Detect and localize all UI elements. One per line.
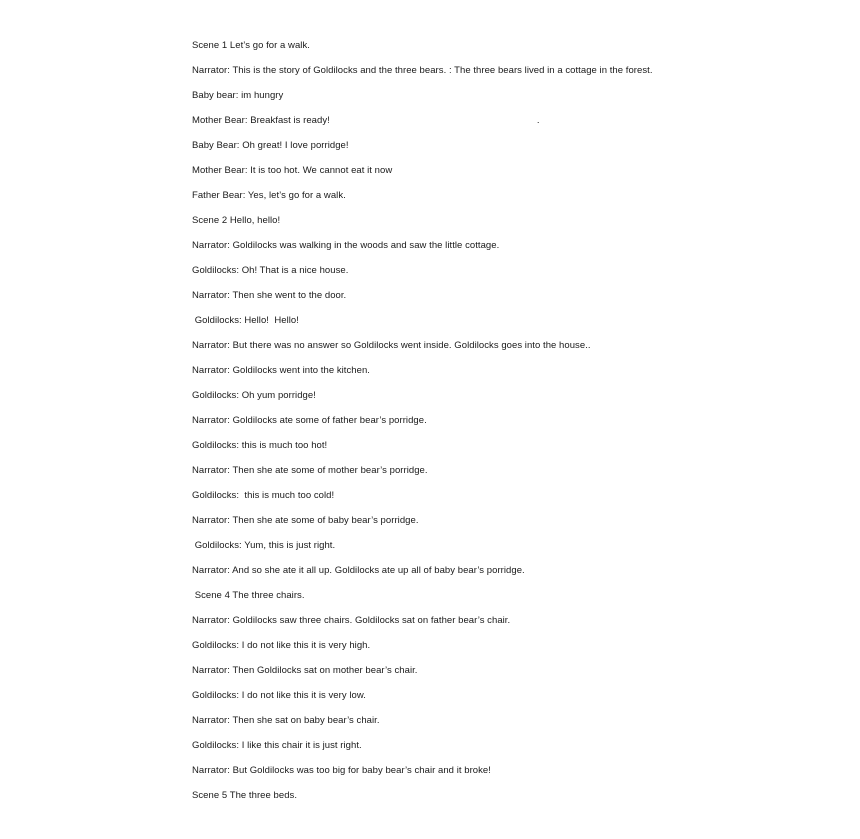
script-line: Narrator: Goldilocks went into the kitchen. [192, 365, 370, 376]
script-line: Narrator: This is the story of Goldilocks and the three bears. : The three bears lived in a cottage in the forest. [192, 65, 653, 76]
script-line: Baby bear: im hungry [192, 90, 284, 101]
script-line: Narrator: Goldilocks ate some of father bear’s porridge. [192, 415, 427, 426]
scene-heading: Scene 5 The three beds. [192, 790, 298, 801]
script-line: Narrator: Then she went to the door. [192, 290, 347, 301]
script-line: Mother Bear: It is too hot. We cannot eat it now [192, 165, 393, 176]
script-line: Narrator: Then she ate some of mother bear’s porridge. [192, 465, 428, 476]
script-line: Goldilocks: this is much too cold! [192, 490, 335, 501]
script-line: Narrator: Then Goldilocks sat on mother bear’s chair. [192, 665, 418, 676]
script-line: Goldilocks: Oh yum porridge! [192, 390, 316, 401]
scene-heading: Scene 1 Let’s go for a walk. [192, 40, 310, 51]
script-line: Narrator: But Goldilocks was too big for baby bear’s chair and it broke! [192, 765, 491, 776]
script-line: Father Bear: Yes, let’s go for a walk. [192, 190, 346, 201]
scene-heading: Scene 4 The three chairs. [192, 590, 305, 601]
script-line: Goldilocks: I do not like this it is very high. [192, 640, 371, 651]
script-line: Narrator: Then she sat on baby bear’s chair. [192, 715, 380, 726]
script-line: Goldilocks: Hello! Hello! [192, 315, 299, 326]
script-line: Goldilocks: this is much too hot! [192, 440, 328, 451]
script-line: Narrator: And so she ate it all up. Goldilocks ate up all of baby bear’s porridge. [192, 565, 525, 576]
script-line: Narrator: Then she ate some of baby bear’s porridge. [192, 515, 419, 526]
script-line: Goldilocks: Oh! That is a nice house. [192, 265, 349, 276]
script-line: Mother Bear: Breakfast is ready! . [192, 115, 540, 126]
script-line: Baby Bear: Oh great! I love porridge! [192, 140, 349, 151]
script-line: Narrator: But there was no answer so Goldilocks went inside. Goldilocks goes into the house.. [192, 340, 591, 351]
script-line: Goldilocks: I do not like this it is very low. [192, 690, 366, 701]
script-line: Goldilocks: Yum, this is just right. [192, 540, 336, 551]
script-line: Narrator: Goldilocks saw three chairs. Goldilocks sat on father bear’s chair. [192, 615, 511, 626]
scene-heading: Scene 2 Hello, hello! [192, 215, 281, 226]
script-line: Narrator: Goldilocks was walking in the woods and saw the little cottage. [192, 240, 500, 251]
script-line: Goldilocks: I like this chair it is just right. [192, 740, 362, 751]
